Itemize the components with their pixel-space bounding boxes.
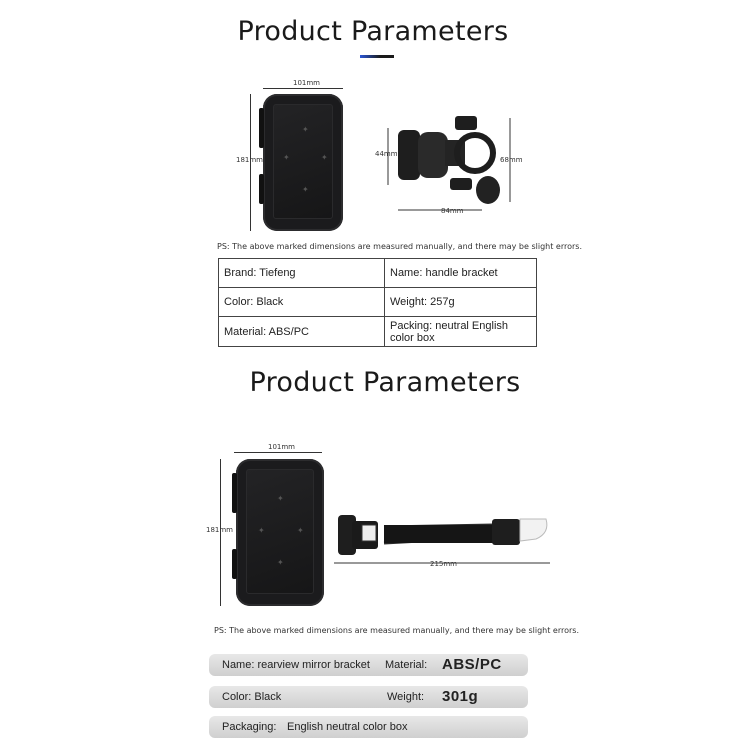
case2-width-line	[234, 452, 322, 453]
spec-color-2: Color: Black	[222, 691, 282, 703]
spec-row-name-material	[209, 654, 528, 676]
phone-case-1	[263, 94, 343, 231]
star-icon: ✦	[277, 558, 284, 567]
weight-value: 301g	[442, 688, 479, 705]
packaging-value: English neutral color box	[287, 721, 408, 733]
title-accent-bar	[360, 55, 394, 58]
handlebar-clamp-image	[370, 110, 530, 220]
star-icon: ✦	[297, 526, 304, 535]
star-icon: ✦	[277, 494, 284, 503]
spec-name-2: Name: rearview mirror bracket	[222, 659, 370, 671]
spec-row-packaging	[209, 716, 528, 738]
case1-height-label: 181mm	[236, 156, 263, 164]
material-value: ABS/PC	[442, 656, 502, 673]
clamp-width-label: 84mm	[441, 207, 464, 215]
arm-length-label: 215mm	[430, 560, 457, 568]
case-width-line	[263, 88, 343, 89]
spec-packing: Packing: neutral English color box	[385, 317, 537, 347]
spec-name: Name: handle bracket	[385, 259, 537, 288]
spec-brand: Brand: Tiefeng	[219, 259, 385, 288]
weight-label: Weight:	[387, 691, 425, 703]
star-icon: ✦	[302, 125, 309, 134]
phone-case-2	[236, 459, 324, 606]
spec-row-color-weight	[209, 686, 528, 708]
measurement-note-2: PS: The above marked dimensions are measured manually, and there may be slight errors.	[214, 626, 579, 635]
case2-height-label: 181mm	[206, 526, 233, 534]
star-icon: ✦	[283, 153, 290, 162]
spec-table-1	[218, 258, 537, 347]
case2-width-label: 101mm	[268, 443, 295, 451]
clamp-height-label: 44mm	[375, 150, 398, 158]
spec-weight: Weight: 257g	[385, 288, 537, 317]
clamp-total-label: 68mm	[500, 156, 523, 164]
section1-title: Product Parameters	[237, 16, 509, 47]
section2-title: Product Parameters	[249, 367, 521, 398]
measurement-note-1: PS: The above marked dimensions are measured manually, and there may be slight errors.	[217, 242, 582, 251]
material-label: Material:	[385, 659, 428, 671]
star-icon: ✦	[258, 526, 265, 535]
packaging-label: Packaging:	[222, 721, 277, 733]
star-icon: ✦	[321, 153, 328, 162]
spec-material: Material: ABS/PC	[219, 317, 385, 347]
star-icon: ✦	[302, 185, 309, 194]
spec-color: Color: Black	[219, 288, 385, 317]
case1-width-label: 101mm	[293, 79, 320, 87]
